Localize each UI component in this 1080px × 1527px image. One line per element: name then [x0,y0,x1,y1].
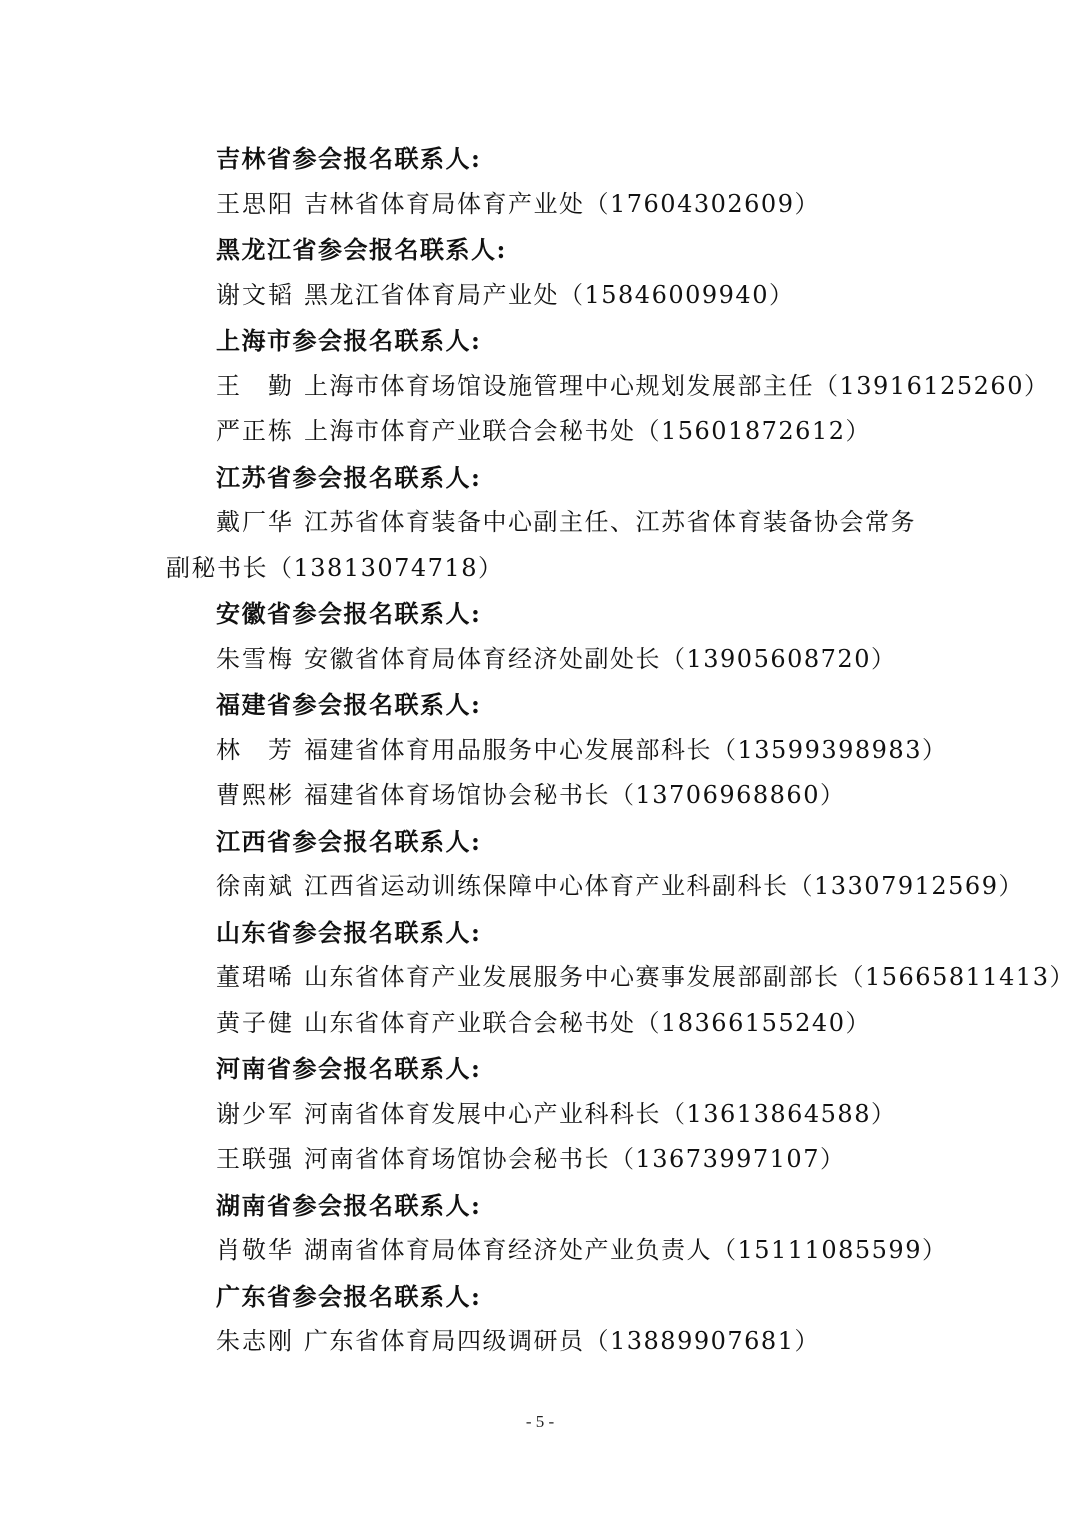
contact-line [0,1092,1080,1138]
contact-name: 王 勤 [216,371,294,400]
contact-name: 王思阳 [216,189,294,218]
contact-name: 戴厂华 [216,508,294,536]
contact-desc: 上海市体育场馆设施管理中心规划发展部主任（13916125260） [304,371,1050,400]
contact-name: 黄子健 [216,1008,294,1037]
contact-desc: 安徽省体育局体育经济处副处长（13905608720） [304,644,897,673]
section-heading: 河南省参会报名联系人: [216,1054,482,1083]
contact-name: 王联强 [216,1145,294,1173]
contact-line [0,864,1080,910]
contact-line [0,273,1080,319]
contact-name: 朱雪梅 [216,644,294,673]
section-heading: 山东省参会报名联系人: [216,917,482,947]
section-heading: 江西省参会报名联系人: [216,826,482,856]
contact-name: 曹熙彬 [216,781,294,809]
contact-name: 徐南斌 [216,872,294,900]
contact-line [0,728,1080,774]
contact-desc: 福建省体育用品服务中心发展部科长（13599398983） [304,735,948,764]
section-heading: 湖南省参会报名联系人: [216,1190,482,1220]
section-heading: 福建省参会报名联系人: [216,690,482,719]
contact-desc: 山东省体育产业发展服务中心赛事发展部副部长（15665811413） [304,963,1075,991]
contact-line [0,1319,1080,1365]
contact-desc: 山东省体育产业联合会秘书处（18366155240） [304,1008,871,1037]
section-heading: 广东省参会报名联系人: [216,1281,482,1311]
contact-line [0,182,1080,228]
contact-line [0,773,1080,819]
contact-line [0,637,1080,683]
section-heading: 江苏省参会报名联系人: [216,462,482,492]
contact-name: 朱志刚 [216,1327,294,1355]
contact-line-continuation: 副秘书长（13813074718） [166,553,504,582]
section-heading: 安徽省参会报名联系人: [216,599,482,628]
contact-name: 董珺唏 [216,963,294,991]
contact-desc: 福建省体育场馆协会秘书长（13706968860） [304,781,846,809]
contact-desc: 河南省体育场馆协会秘书长（13673997107） [304,1145,846,1173]
contact-line [0,1228,1080,1274]
contact-desc: 河南省体育发展中心产业科科长（13613864588） [304,1099,897,1128]
contact-name: 肖敬华 [216,1236,294,1264]
contact-list [0,136,1080,1365]
contact-line [0,364,1080,410]
section-heading: 吉林省参会报名联系人: [216,144,482,173]
contact-desc: 广东省体育局四级调研员（13889907681） [304,1327,820,1355]
contact-line [0,955,1080,1001]
contact-desc: 湖南省体育局体育经济处产业负责人（15111085599） [304,1236,948,1264]
contact-line [0,500,1080,546]
contact-desc: 江西省运动训练保障中心体育产业科副科长（13307912569） [304,872,1024,900]
contact-desc: 吉林省体育局体育产业处（17604302609） [304,189,820,218]
page-number: - 5 - [525,1412,555,1431]
contact-name: 谢文韬 [216,280,294,309]
section-heading: 上海市参会报名联系人: [216,326,482,355]
contact-line [0,1001,1080,1047]
contact-line [0,1137,1080,1183]
contact-desc: 黑龙江省体育局产业处（15846009940） [304,280,795,309]
contact-name: 谢少军 [216,1099,294,1128]
contact-line [0,409,1080,455]
section-heading: 黑龙江省参会报名联系人: [216,235,507,264]
contact-name: 严正栋 [216,417,294,445]
contact-name: 林 芳 [216,735,294,764]
contact-desc: 上海市体育产业联合会秘书处（15601872612） [304,417,871,445]
contact-desc: 江苏省体育装备中心副主任、江苏省体育装备协会常务 [304,508,916,536]
